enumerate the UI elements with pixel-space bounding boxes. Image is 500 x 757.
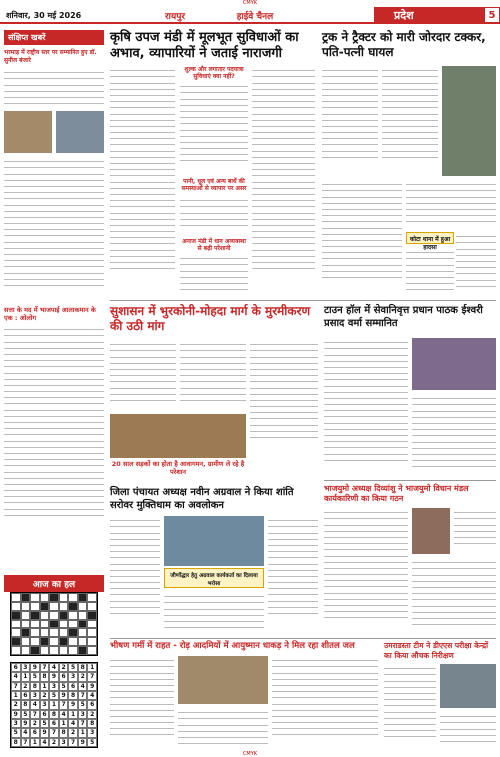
sudoku-cell: 7 <box>68 738 78 747</box>
sudoku-cell: 7 <box>30 710 40 719</box>
bhajpa-body-col1 <box>324 508 408 634</box>
sudoku-cell: 8 <box>87 719 97 728</box>
sudoku-cell: 7 <box>78 691 88 700</box>
sudoku-cell: 4 <box>21 728 31 737</box>
page-number: 5 <box>484 7 500 23</box>
sudoku-cell: 7 <box>11 682 21 691</box>
sudoku-cell: 1 <box>68 710 78 719</box>
sudoku-cell: 2 <box>59 663 69 672</box>
truck-photo <box>442 66 496 176</box>
sudoku-cell: 6 <box>49 719 59 728</box>
sudoku-cell: 1 <box>87 663 97 672</box>
mandi-body-col1 <box>110 66 175 296</box>
sarovar-body-col3 <box>268 516 318 634</box>
truck-body-col3 <box>322 180 402 296</box>
sudoku-cell: 6 <box>30 728 40 737</box>
sudoku-cell: 7 <box>59 700 69 709</box>
masthead <box>0 8 500 24</box>
truck-callout-box: कोटा थाना में हुआ हादसा <box>406 232 454 244</box>
sudoku-cell: 3 <box>21 663 31 672</box>
divider <box>110 638 496 639</box>
sudoku-cell: 4 <box>78 682 88 691</box>
sudoku-cell: 4 <box>68 719 78 728</box>
garmi-body-col3 <box>272 656 378 752</box>
sudoku-cell: 9 <box>40 728 50 737</box>
sudoku-cell: 5 <box>30 672 40 681</box>
sudoku-cell: 6 <box>87 700 97 709</box>
bhajpa-body-col3 <box>412 558 496 634</box>
sudoku-cell: 9 <box>30 663 40 672</box>
sudoku-cell: 4 <box>59 710 69 719</box>
road-photo <box>110 414 246 458</box>
sudoku-cell: 2 <box>78 672 88 681</box>
portrait-photo <box>412 508 450 554</box>
sarovar-body-col2 <box>164 592 264 634</box>
sidebar-story1-body <box>4 157 104 302</box>
garmi-body-col2 <box>178 708 268 752</box>
sudoku-cell: 8 <box>59 728 69 737</box>
sudoku-cell: 5 <box>40 719 50 728</box>
sudoku-cell: 1 <box>40 682 50 691</box>
sudoku-cell: 8 <box>11 738 21 747</box>
water-photo <box>178 656 268 704</box>
mandi-subhead-2: पानी, धूल एवं अन्य बाधें की समस्याओं से व्यापार पर असर <box>181 178 247 192</box>
police-body-col2 <box>440 712 496 752</box>
sudoku-cell: 9 <box>49 672 59 681</box>
sudoku-cell: 7 <box>78 719 88 728</box>
sudoku-cell: 3 <box>49 682 59 691</box>
sudoku-cell: 5 <box>21 710 31 719</box>
sidebar-column <box>4 30 104 570</box>
sudoku-cell: 4 <box>30 700 40 709</box>
sudoku-cell: 1 <box>49 700 59 709</box>
mandi-body-col3 <box>252 66 315 296</box>
truck-body-col4 <box>406 180 496 230</box>
sudoku-cell: 4 <box>87 691 97 700</box>
brand-name: हाईवे चैनल <box>236 11 274 22</box>
sudoku-cell: 6 <box>40 710 50 719</box>
footer-registration-mark: CMYK <box>242 751 258 757</box>
sudoku-cell: 6 <box>21 691 31 700</box>
bhajpa-headline: भाजयुमो अध्यक्ष दिव्यांशु ने भाजयुमो विधान मंडल कार्यकारिणी का किया गठन <box>324 484 469 503</box>
sudoku-cell: 5 <box>59 682 69 691</box>
sudoku-cell: 2 <box>11 700 21 709</box>
sudoku-cell: 9 <box>87 682 97 691</box>
sarovar-body-col1 <box>110 516 160 634</box>
mandi-body-col2c <box>180 254 248 296</box>
sudoku-cell: 4 <box>49 663 59 672</box>
mandi-body-col2b <box>180 196 248 232</box>
pathak-body-col1 <box>324 338 408 478</box>
ceremony-photo <box>412 338 496 390</box>
inspection-photo <box>440 664 496 708</box>
sudoku-cell: 2 <box>21 682 31 691</box>
sidebar-story2-headline: सत्ता के मद में भाजपाई आलाकमान के एक : ओलोग <box>4 306 96 322</box>
divider <box>324 480 496 481</box>
sushan-body-col3 <box>250 340 318 458</box>
sudoku-cell: 8 <box>40 672 50 681</box>
award-photo-2 <box>56 111 104 153</box>
sudoku-cell: 6 <box>59 672 69 681</box>
sarovar-headline: जिला पंचायत अध्यक्ष नवीन अग्रवाल ने किया शांति सरोवर मुक्तिधाम का अवलोकन <box>110 487 294 511</box>
divider <box>110 300 496 301</box>
sudoku-cell: 5 <box>78 700 88 709</box>
sudoku-cell: 2 <box>68 728 78 737</box>
sudoku-cell: 8 <box>30 682 40 691</box>
sudoku-cell: 8 <box>21 700 31 709</box>
sudoku-cell: 3 <box>30 691 40 700</box>
truck-body-col5 <box>456 232 496 296</box>
sushan-subhead: 20 साल सड़कों का होता है आवागमन, ग्रामीण ले रहे है परेशान <box>111 460 245 476</box>
police-body-col1 <box>384 664 436 752</box>
sudoku-cell: 7 <box>49 728 59 737</box>
sudoku-cell: 1 <box>30 738 40 747</box>
sudoku-cell: 7 <box>87 672 97 681</box>
sudoku-cell: 4 <box>11 672 21 681</box>
sidebar-photo-1 <box>4 111 104 153</box>
truck-headline: ट्रक ने ट्रैक्टर को मारी जोरदार टक्कर, पति-पत्नी घायल <box>322 30 486 59</box>
sudoku-cell: 9 <box>21 719 31 728</box>
sudoku-cell: 7 <box>21 738 31 747</box>
sudoku-cell: 1 <box>59 719 69 728</box>
sudoku-cell: 3 <box>40 700 50 709</box>
sudoku-cell: 8 <box>68 691 78 700</box>
truck-body-col2 <box>382 66 438 176</box>
mandi-subhead-3: अनाज मंडी में धान अव्यवस्था से बढ़ी परेशानी <box>182 238 246 252</box>
sudoku-cell: 9 <box>11 710 21 719</box>
sudoku-cell: 2 <box>87 710 97 719</box>
sidebar-title: संक्षिप्त खबरें <box>4 30 104 45</box>
sushan-body-col1 <box>110 340 176 412</box>
sidebar-story1-text <box>4 68 104 108</box>
truck-body-col1 <box>322 66 378 176</box>
pathak-headline: टाउन हॉल में सेवानिवृत्त प्रधान पाठक ईश्वरी प्रसाद वर्मा सम्मानित <box>324 305 483 329</box>
police-headline: उमराडस्ता टीम ने डीएएस परीक्षा केन्द्रों का किया औचक निरीक्षण <box>384 641 489 660</box>
sidebar-story2-body <box>4 325 104 540</box>
garmi-body-col1 <box>110 656 174 752</box>
city-name: रायपुर <box>164 11 186 22</box>
issue-date: शनिवार, 30 मई 2026 <box>6 10 82 20</box>
sudoku-cell: 5 <box>49 691 59 700</box>
sudoku-cell: 2 <box>30 719 40 728</box>
sidebar-story1-headline: भरमाड़ में राष्ट्रीय स्तर पर सम्मानित हुए डॉ. सुनील बंजारे <box>4 49 97 64</box>
crossword-grid <box>10 592 98 656</box>
sudoku-grid <box>10 662 98 748</box>
sudoku-cell: 8 <box>49 710 59 719</box>
sudoku-cell: 6 <box>11 663 21 672</box>
sudoku-cell: 9 <box>59 691 69 700</box>
sudoku-cell: 3 <box>78 710 88 719</box>
sudoku-cell: 8 <box>78 663 88 672</box>
sudoku-cell: 4 <box>40 738 50 747</box>
sudoku-cell: 3 <box>11 719 21 728</box>
sudoku-cell: 1 <box>11 691 21 700</box>
sudoku-cell: 6 <box>68 682 78 691</box>
award-photo <box>4 111 52 153</box>
sudoku-cell: 5 <box>87 738 97 747</box>
mandi-headline: कृषि उपज मंडी में मूलभूत सुविधाओं का अभाव, व्यापारियों ने जताई नाराजगी <box>110 30 299 61</box>
bhajpa-body-col2 <box>454 508 496 554</box>
sudoku-cell: 3 <box>87 728 97 737</box>
puzzle-title: आज का हल <box>4 575 104 592</box>
section-label: प्रदेश <box>374 7 484 23</box>
sudoku-cell: 3 <box>68 672 78 681</box>
sudoku-cell: 9 <box>68 700 78 709</box>
mandi-body-col2 <box>180 82 248 172</box>
sudoku-cell: 2 <box>49 738 59 747</box>
print-registration-mark: CMYK <box>242 0 258 6</box>
pathak-body-col2 <box>412 394 496 478</box>
sarovar-callout-box: जीर्णोद्धार हेतु अग्रवाल कार्यकर्ता का दिलाया भरोसा <box>164 568 264 588</box>
garmi-headline: भीषण गर्मी में राहत - रोड़ आदमियों में आयुष्मान धाकड़ ने मिल रहा शीतल जल <box>110 641 355 651</box>
sudoku-cell: 3 <box>59 738 69 747</box>
sudoku-cell: 7 <box>40 663 50 672</box>
truck-body-col6 <box>406 248 454 296</box>
sudoku-cell: 9 <box>78 738 88 747</box>
mandi-subhead-1: शुल्क और लगातार पदयात्रा सुविधाएं क्या नहीं? <box>184 66 244 80</box>
sudoku-cell: 1 <box>21 672 31 681</box>
sudoku-cell: 5 <box>68 663 78 672</box>
sushan-body-col2 <box>180 340 246 412</box>
sudoku-cell: 2 <box>40 691 50 700</box>
sushan-headline: सुशासन में भुरकोनी-मोहदा मार्ग के मुरमीकरण की उठी मांग <box>110 304 311 333</box>
sudoku-cell: 5 <box>11 728 21 737</box>
visit-photo <box>164 516 264 566</box>
sudoku-cell: 1 <box>78 728 88 737</box>
